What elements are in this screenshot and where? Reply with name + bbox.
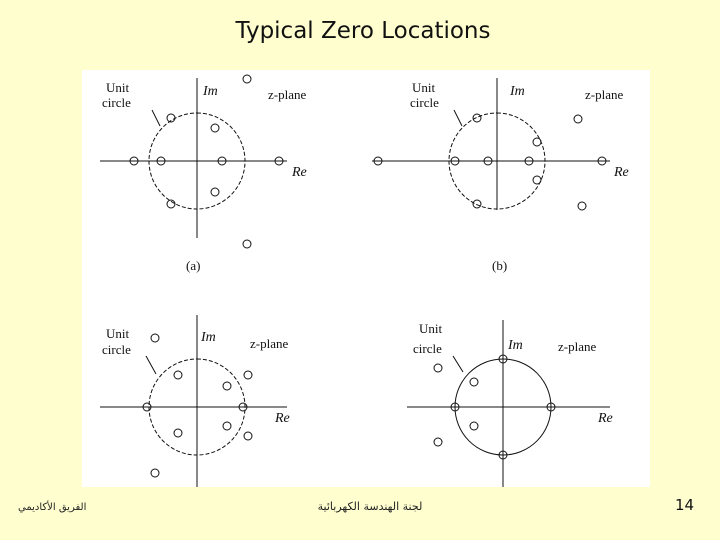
unit-label-line1: Unit [106, 80, 130, 95]
zero-marker [244, 371, 252, 379]
panel-c-label-arrow [146, 356, 156, 374]
panel-a-labels [102, 80, 307, 273]
panel-d-label-arrow [453, 356, 463, 372]
panel-b [372, 78, 610, 210]
zero-marker [151, 334, 159, 342]
panel-caption: (b) [492, 258, 508, 273]
zero-marker [211, 124, 219, 132]
zero-marker [473, 200, 481, 208]
zero-marker [244, 432, 252, 440]
zero-locations-figure [82, 70, 650, 487]
panel-b-zeros [374, 114, 606, 210]
zero-marker [223, 382, 231, 390]
zplane-label: z-plane [585, 87, 624, 102]
zero-locations-svg [82, 70, 650, 487]
unit-label-line2: circle [410, 95, 439, 110]
zplane-label: z-plane [250, 336, 289, 351]
im-label: Im [510, 84, 525, 99]
zero-marker [470, 378, 478, 386]
slide-title: Typical Zero Locations [235, 18, 491, 44]
zero-marker [434, 438, 442, 446]
unit-label-line2: circle [102, 95, 131, 110]
footer-center-text: لجنة الهندسة الكهربائية [317, 500, 423, 513]
unit-label-line2: circle [102, 342, 131, 357]
im-label: Im [508, 338, 523, 353]
panel-c-labels [102, 326, 290, 426]
panel-b-labels [410, 80, 629, 273]
zero-marker [174, 371, 182, 379]
re-label: Re [598, 411, 613, 426]
panel-d-labels [413, 321, 613, 426]
zero-marker [211, 188, 219, 196]
unit-label-line1: Unit [412, 80, 436, 95]
zplane-label: z-plane [558, 339, 597, 354]
page-number: 14 [675, 496, 695, 514]
zero-marker [243, 75, 251, 83]
unit-label-line1: Unit [106, 326, 130, 341]
panel-caption: (a) [186, 258, 201, 273]
zero-marker [574, 115, 582, 123]
zero-marker [243, 240, 251, 248]
im-label: Im [203, 84, 218, 99]
re-label: Re [614, 165, 629, 180]
zero-marker [473, 114, 481, 122]
zero-marker [167, 200, 175, 208]
im-label: Im [201, 330, 216, 345]
zero-marker [151, 469, 159, 477]
zero-marker [578, 202, 586, 210]
re-label: Re [292, 165, 307, 180]
panel-b-label-arrow [454, 110, 462, 126]
zero-marker [470, 422, 478, 430]
zplane-label: z-plane [268, 87, 307, 102]
unit-label-line2: circle [413, 341, 442, 356]
zero-marker [533, 176, 541, 184]
zero-marker [174, 429, 182, 437]
zero-marker [533, 138, 541, 146]
zero-marker [434, 364, 442, 372]
footer-left-text: الفريق الأكاديمي [18, 502, 87, 513]
zero-marker [223, 422, 231, 430]
re-label: Re [275, 411, 290, 426]
unit-label-line1: Unit [419, 321, 443, 336]
panel-a-label-arrow [152, 110, 160, 126]
